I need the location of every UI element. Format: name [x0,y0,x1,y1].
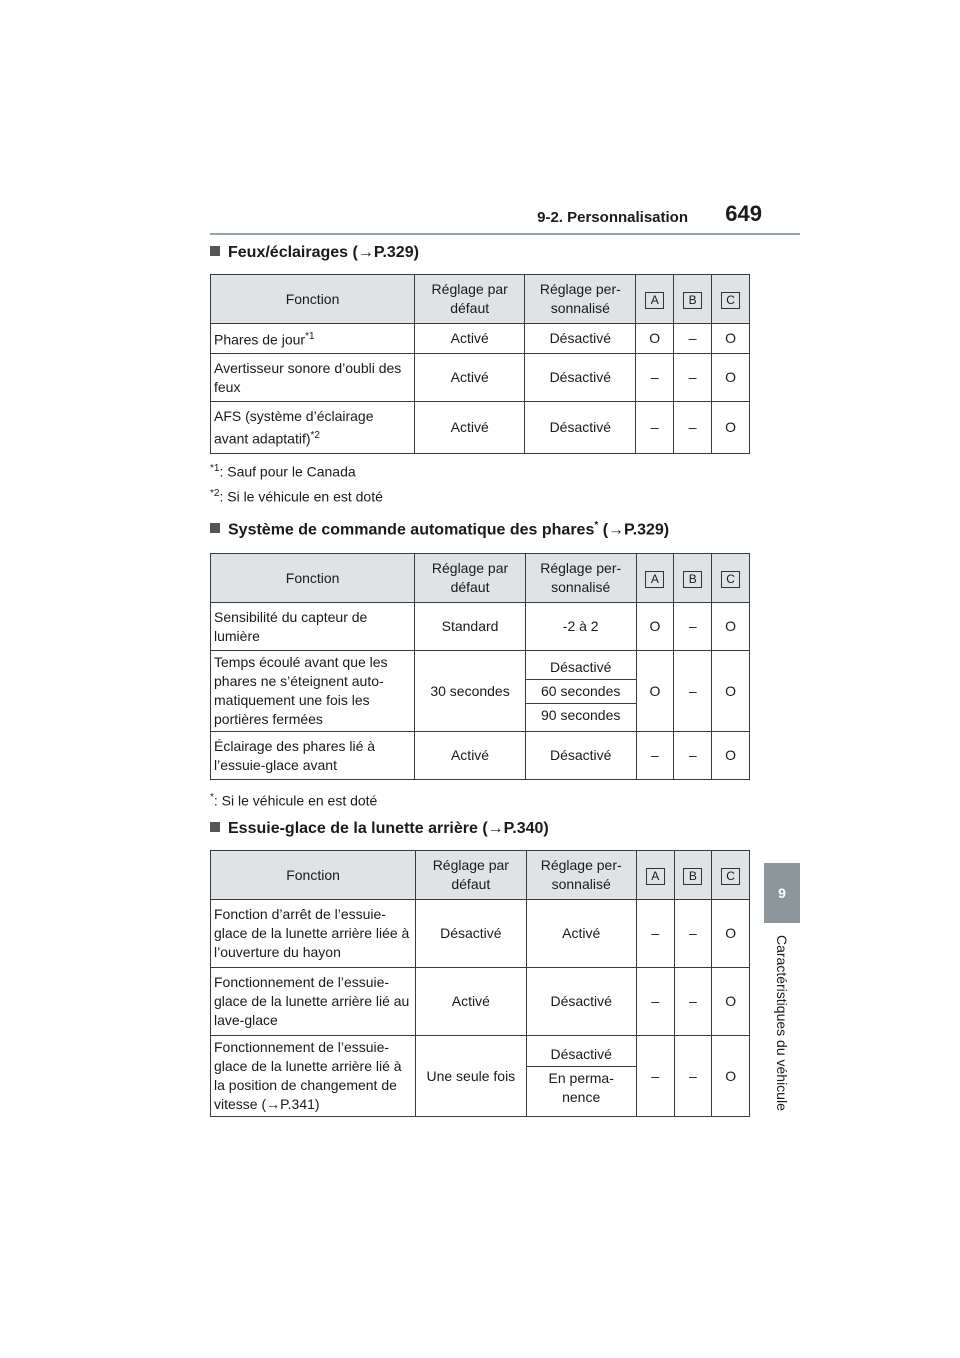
col-a: A [645,292,664,309]
header-divider [210,233,800,235]
table-essuie-glace [210,850,750,1117]
fonction-cell: AFS (système d’éclairage avant adaptatif) [214,407,374,447]
col-b: B [683,292,702,309]
section-title: 9-2. Personnalisation [537,209,688,226]
col-fonction: Fonction [211,275,415,324]
chapter-tab: 9 [764,863,800,923]
table-feux [210,274,750,454]
heading-essuie-glace: Essuie-glace de la lunette arrière (→P.340) [210,820,549,838]
table-row: Phares de jour$^{*1}$ Activé Désactivé O – O [211,324,750,354]
fonction-cell: Avertisseur sonore d’oubli des feux [211,354,415,402]
table-row: Avertisseur sonore d’oubli des feux Activé Désactivé – – O [211,354,750,402]
heading-feux: Feux/éclairages (→P.329) [210,244,419,262]
defaut-cell: Activé [415,402,525,454]
defaut-cell: Activé [415,324,525,354]
table-header: Fonction Réglage par défaut Réglage per-sonnalisé A B C [211,554,750,603]
heading-phares-auto: Système de commande automatique des phares* (→P.329) [210,520,669,539]
chapter-label: Caractéristiques du véhicule [774,935,790,1111]
table-row: Éclairage des phares lié à l’essuie-glace avant Activé Désactivé – – O [211,732,750,780]
footnote: *: Si le véhicule en est doté [210,792,378,809]
table-row: AFS (système d’éclairage avant adaptatif)$^{*2}$ Activé Désactivé – – O [211,402,750,454]
footnote: $^{*1}$: Sauf pour le Canada [210,463,356,480]
page-number: 649 [725,201,762,226]
col-perso: Réglage per-sonnalisé [525,275,636,324]
perso-cell: Désactivé [525,324,636,354]
table-row: Fonctionnement de l’essuie-glace de la lunette arrière lié à la position de changement de vitesse (→P.341) Une seule fois Désactivé En perma-nence – – O [211,1036,750,1117]
table-phares-auto [210,553,750,780]
perso-cell: Désactivé [525,354,636,402]
table-row: Fonction d’arrêt de l’essuie-glace de la lunette arrière liée à l’ouverture du hayon Désactivé Activé – – O [211,900,750,968]
fonction-cell: Phares de jour [214,331,306,348]
bullet-square-icon [210,246,220,256]
perso-cell: Désactivé [525,402,636,454]
table-header [211,275,750,324]
table-header: Fonction Réglage par défaut Réglage per-sonnalisé A B C [211,851,750,900]
table-row: Temps écoulé avant que les phares ne s’éteignent auto-matiquement une fois les portières fermées 30 secondes Désactivé 60 secondes 90 secondes O – O [211,651,750,732]
bullet-square-icon [210,523,220,533]
table-row: Fonctionnement de l’essuie-glace de la lunette arrière lié au lave-glace Activé Désactivé – – O [211,968,750,1036]
defaut-cell: Activé [415,354,525,402]
bullet-square-icon [210,822,220,832]
col-c: C [721,292,740,309]
col-defaut: Réglage par défaut [415,275,525,324]
footnote: $^{*2}$: Si le véhicule en est doté [210,488,383,505]
table-row: Sensibilité du capteur de lumière Standard -2 à 2 O – O [211,603,750,651]
